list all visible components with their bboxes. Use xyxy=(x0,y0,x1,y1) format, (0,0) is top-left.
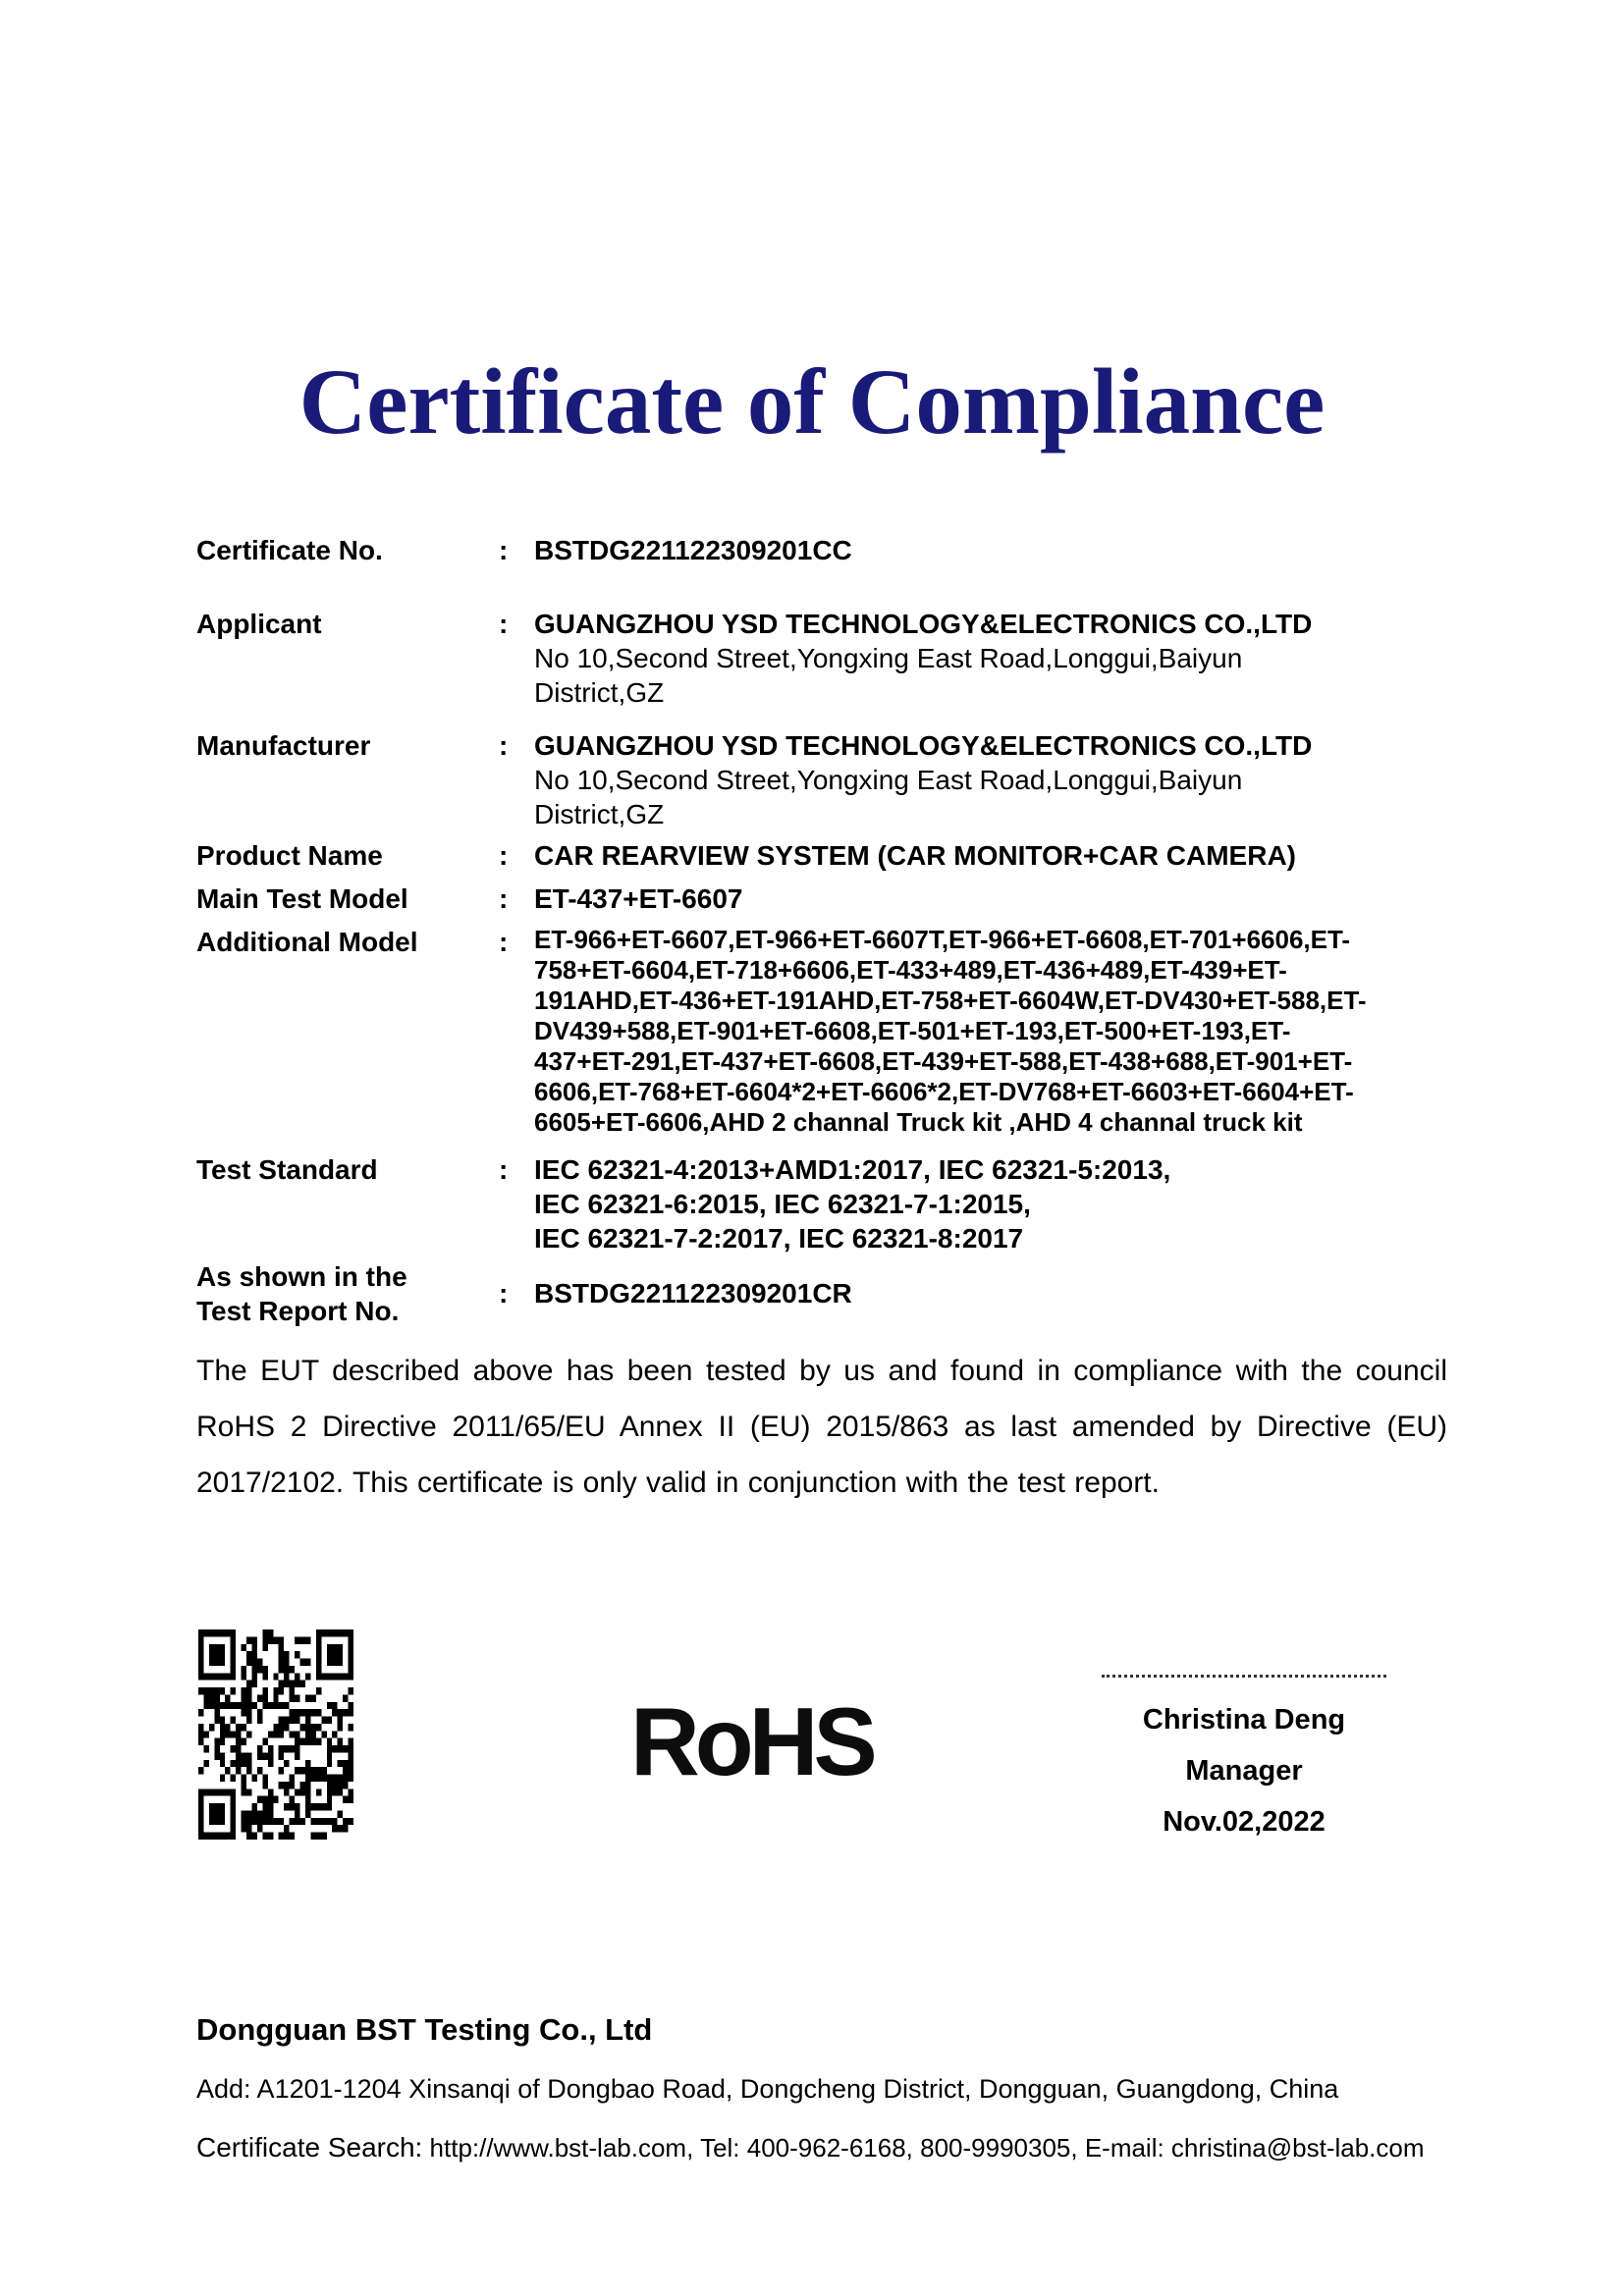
test-standard-line: IEC 62321-4:2013+AMD1:2017, IEC 62321-5:2013, xyxy=(534,1154,1171,1185)
additional-model-label: Additional Model xyxy=(196,927,418,957)
page-title: Certificate of Compliance xyxy=(298,349,1326,454)
product-name-label: Product Name xyxy=(196,840,383,871)
main-test-model-value: ET-437+ET-6607 xyxy=(534,883,743,914)
test-standard-line: IEC 62321-6:2015, IEC 62321-7-1:2015, xyxy=(534,1189,1031,1219)
additional-model-line: 6606,ET-768+ET-6604*2+ET-6606*2,ET-DV768+ET-6603+ET-6604+ET- xyxy=(534,1077,1354,1106)
colon-separator: : xyxy=(499,1278,509,1308)
colon-separator: : xyxy=(499,535,509,565)
compliance-statement: The EUT described above has been tested by us and found in compliance with the council RoHS 2 Directive 2011/65/EU Annex II (EU) 2015/863 as last amended by Directive (EU) 2017/2102. This certificate is only valid in conjunction with the test report. xyxy=(196,1355,1447,1499)
manufacturer-value xyxy=(534,728,1447,831)
row-test-report-no xyxy=(196,1259,1447,1328)
row-certificate-no xyxy=(196,533,1447,568)
signature-block xyxy=(1102,1675,1386,1839)
manufacturer-address-line2: District,GZ xyxy=(534,799,665,829)
signatory-name: Christina Deng xyxy=(1142,1704,1346,1735)
colon-separator: : xyxy=(499,927,509,957)
colon-separator: : xyxy=(499,730,509,761)
additional-model-value xyxy=(534,925,1447,1138)
additional-model-line: 6605+ET-6606,AHD 2 channal Truck kit ,AHD 4 channal truck kit xyxy=(534,1107,1303,1137)
row-additional-model xyxy=(196,925,1447,1138)
signatory-title: Manager xyxy=(1185,1755,1303,1787)
lab-address: Add: A1201-1204 Xinsanqi of Dongbao Road, Dongcheng District, Dongguan, Guangdong, China xyxy=(196,2074,1339,2104)
additional-model-line: 758+ET-6604,ET-718+6606,ET-433+489,ET-436+489,ET-439+ET- xyxy=(534,955,1287,985)
lab-company-name: Dongguan BST Testing Co., Ltd xyxy=(196,2012,653,2047)
certificate-info-table xyxy=(196,533,1447,1328)
test-standard-line: IEC 62321-7-2:2017, IEC 62321-8:2017 xyxy=(534,1223,1024,1254)
row-main-test-model xyxy=(196,881,1447,917)
manufacturer-name: GUANGZHOU YSD TECHNOLOGY&ELECTRONICS CO.,LTD xyxy=(534,730,1313,761)
additional-model-line: 437+ET-291,ET-437+ET-6608,ET-439+ET-588,ET-438+688,ET-901+ET- xyxy=(534,1046,1353,1076)
applicant-address-line2: District,GZ xyxy=(534,677,665,708)
product-name-value: CAR REARVIEW SYSTEM (CAR MONITOR+CAR CAMERA) xyxy=(534,840,1296,871)
row-product-name xyxy=(196,838,1447,874)
additional-model-line: DV439+588,ET-901+ET-6608,ET-501+ET-193,ET-500+ET-193,ET- xyxy=(534,1016,1291,1045)
manufacturer-label: Manufacturer xyxy=(196,730,371,761)
qr-code xyxy=(198,1629,353,1840)
certificate-no-value: BSTDG221122309201CC xyxy=(534,535,852,565)
test-report-no-value: BSTDG221122309201CR xyxy=(534,1278,852,1308)
additional-model-line: 191AHD,ET-436+ET-191AHD,ET-758+ET-6604W,ET-DV430+ET-588,ET- xyxy=(534,986,1367,1015)
certificate-no-label: Certificate No. xyxy=(196,535,383,565)
test-report-no-label-line2: Test Report No. xyxy=(196,1296,400,1326)
applicant-name: GUANGZHOU YSD TECHNOLOGY&ELECTRONICS CO.,LTD xyxy=(534,609,1313,639)
colon-separator: : xyxy=(499,609,509,639)
qr-code-canvas xyxy=(198,1629,353,1840)
certificate-search-line xyxy=(196,2132,1492,2163)
additional-model-line: ET-966+ET-6607,ET-966+ET-6607T,ET-966+ET-6608,ET-701+6606,ET- xyxy=(534,925,1351,954)
manufacturer-address-line1: No 10,Second Street,Yongxing East Road,Longgui,Baiyun xyxy=(534,765,1243,795)
rohs-logo: RoHS xyxy=(630,1687,873,1795)
colon-separator: : xyxy=(499,1154,509,1185)
test-report-no-label-line1: As shown in the xyxy=(196,1261,407,1292)
main-test-model-label: Main Test Model xyxy=(196,883,408,914)
test-report-no-label xyxy=(196,1259,499,1328)
applicant-label: Applicant xyxy=(196,609,322,639)
colon-separator: : xyxy=(499,840,509,871)
certificate-search-label: Certificate Search: xyxy=(196,2132,423,2163)
applicant-value xyxy=(534,607,1447,710)
row-manufacturer xyxy=(196,728,1447,831)
footer xyxy=(196,2012,1492,2163)
signature-date: Nov.02,2022 xyxy=(1163,1806,1326,1838)
signature-dotted-line xyxy=(1102,1675,1386,1678)
test-standard-value xyxy=(534,1152,1447,1255)
certificate-search-value: http://www.bst-lab.com, Tel: 400-962-6168, 800-9990305, E-mail: christina@bst-lab.com xyxy=(422,2133,1425,2163)
row-test-standard xyxy=(196,1152,1447,1255)
row-applicant xyxy=(196,607,1447,710)
colon-separator: : xyxy=(499,883,509,914)
test-standard-label: Test Standard xyxy=(196,1154,378,1185)
applicant-address-line1: No 10,Second Street,Yongxing East Road,Longgui,Baiyun xyxy=(534,643,1243,673)
